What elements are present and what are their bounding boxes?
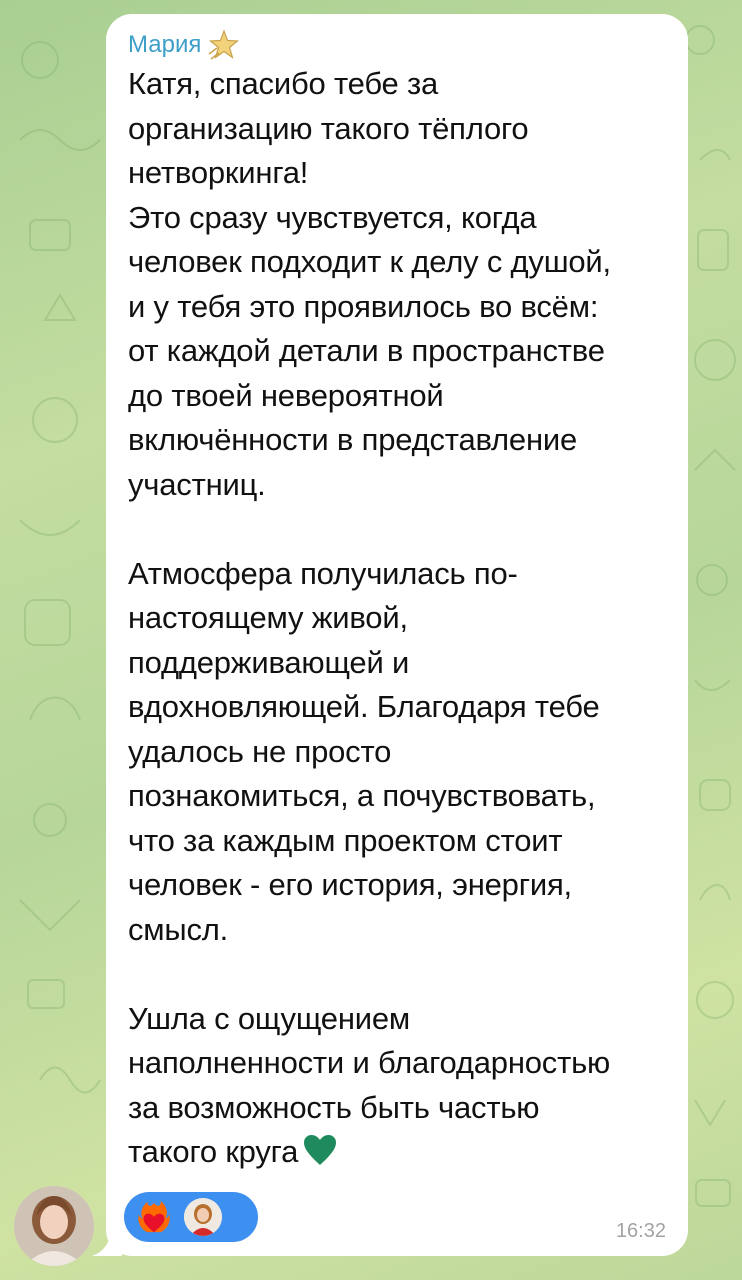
message-bubble[interactable] [106,14,688,1256]
reactor-avatar [184,1198,222,1236]
message-text: Катя, спасибо тебе за организацию такого тёплого нетворкинга! Это сразу чувствуется, когда человек подходит к делу с душой, и у тебя это проявилось во всём: от каждой детали в пространстве до твоей невероятной включённости в представление участниц. Атмосфера получилась по- настоящему живой, поддерживающей и вдохновляющей. Благодаря тебе удалось не просто познакомиться, а почувствовать, что за каждым проектом стоит человек - его история, энергия, смысл. Ушла с ощущением наполненности и благодарностью за возможность быть частью такого круга [128,66,611,1169]
message-text-container [128,62,673,1181]
green-heart-icon [302,1132,338,1181]
sender-avatar[interactable] [14,1186,94,1266]
reactions-pill[interactable] [124,1192,258,1242]
heart-on-fire-icon [136,1199,172,1235]
profile-photo [14,1186,94,1266]
sender-header [128,28,241,62]
star-icon [207,28,241,62]
sender-name[interactable]: Мария [128,31,202,58]
message-time: 16:32 [615,1220,666,1242]
